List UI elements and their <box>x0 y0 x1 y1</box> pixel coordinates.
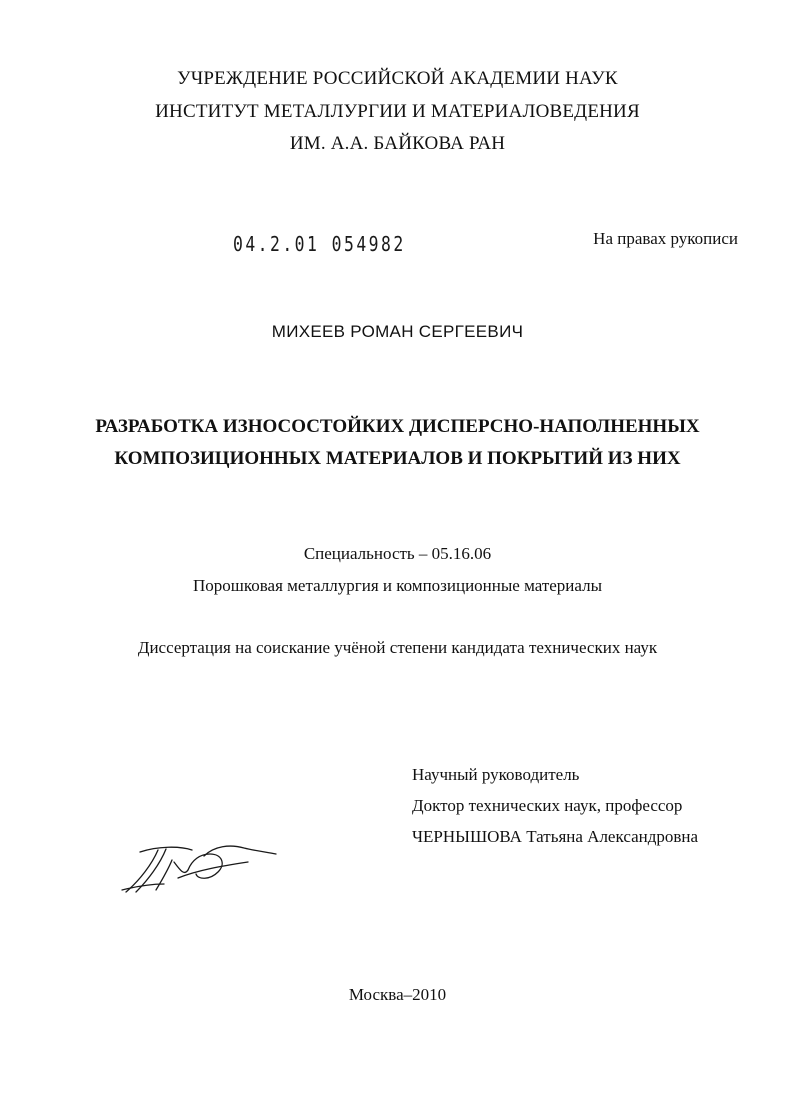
institution-line-1: УЧРЕЖДЕНИЕ РОССИЙСКОЙ АКАДЕМИИ НАУК <box>177 68 618 89</box>
dissertation-title-line-1: РАЗРАБОТКА ИЗНОСОСТОЙКИХ ДИСПЕРСНО-НАПОЛНЕННЫХ <box>95 416 700 437</box>
advisor-name: ЧЕРНЫШОВА Татьяна Александровна <box>412 827 699 846</box>
specialty-name: Порошковая металлургия и композиционные материалы <box>192 576 603 595</box>
degree-statement: Диссертация на соискание учёной степени кандидата технических наук <box>137 638 658 657</box>
author-name: МИХЕЕВ РОМАН СЕРГЕЕВИЧ <box>271 322 524 341</box>
specialty-code: Специальность – 05.16.06 <box>303 544 492 563</box>
dissertation-title-line-2: КОМПОЗИЦИОННЫХ МАТЕРИАЛОВ И ПОКРЫТИЙ ИЗ НИХ <box>114 448 681 469</box>
city-year: Москва–2010 <box>348 985 447 1004</box>
institution-line-2: ИНСТИТУТ МЕТАЛЛУРГИИ И МАТЕРИАЛОВЕДЕНИЯ <box>155 101 640 122</box>
institution-line-3: ИМ. А.А. БАЙКОВА РАН <box>289 133 506 154</box>
advisor-role: Научный руководитель <box>412 765 580 784</box>
manuscript-rights-note: На правах рукописи <box>593 229 738 248</box>
library-stamp-number: 04.2.01 054982 <box>233 232 406 256</box>
handwritten-signature <box>118 840 278 900</box>
advisor-degree: Доктор технических наук, профессор <box>412 796 683 815</box>
